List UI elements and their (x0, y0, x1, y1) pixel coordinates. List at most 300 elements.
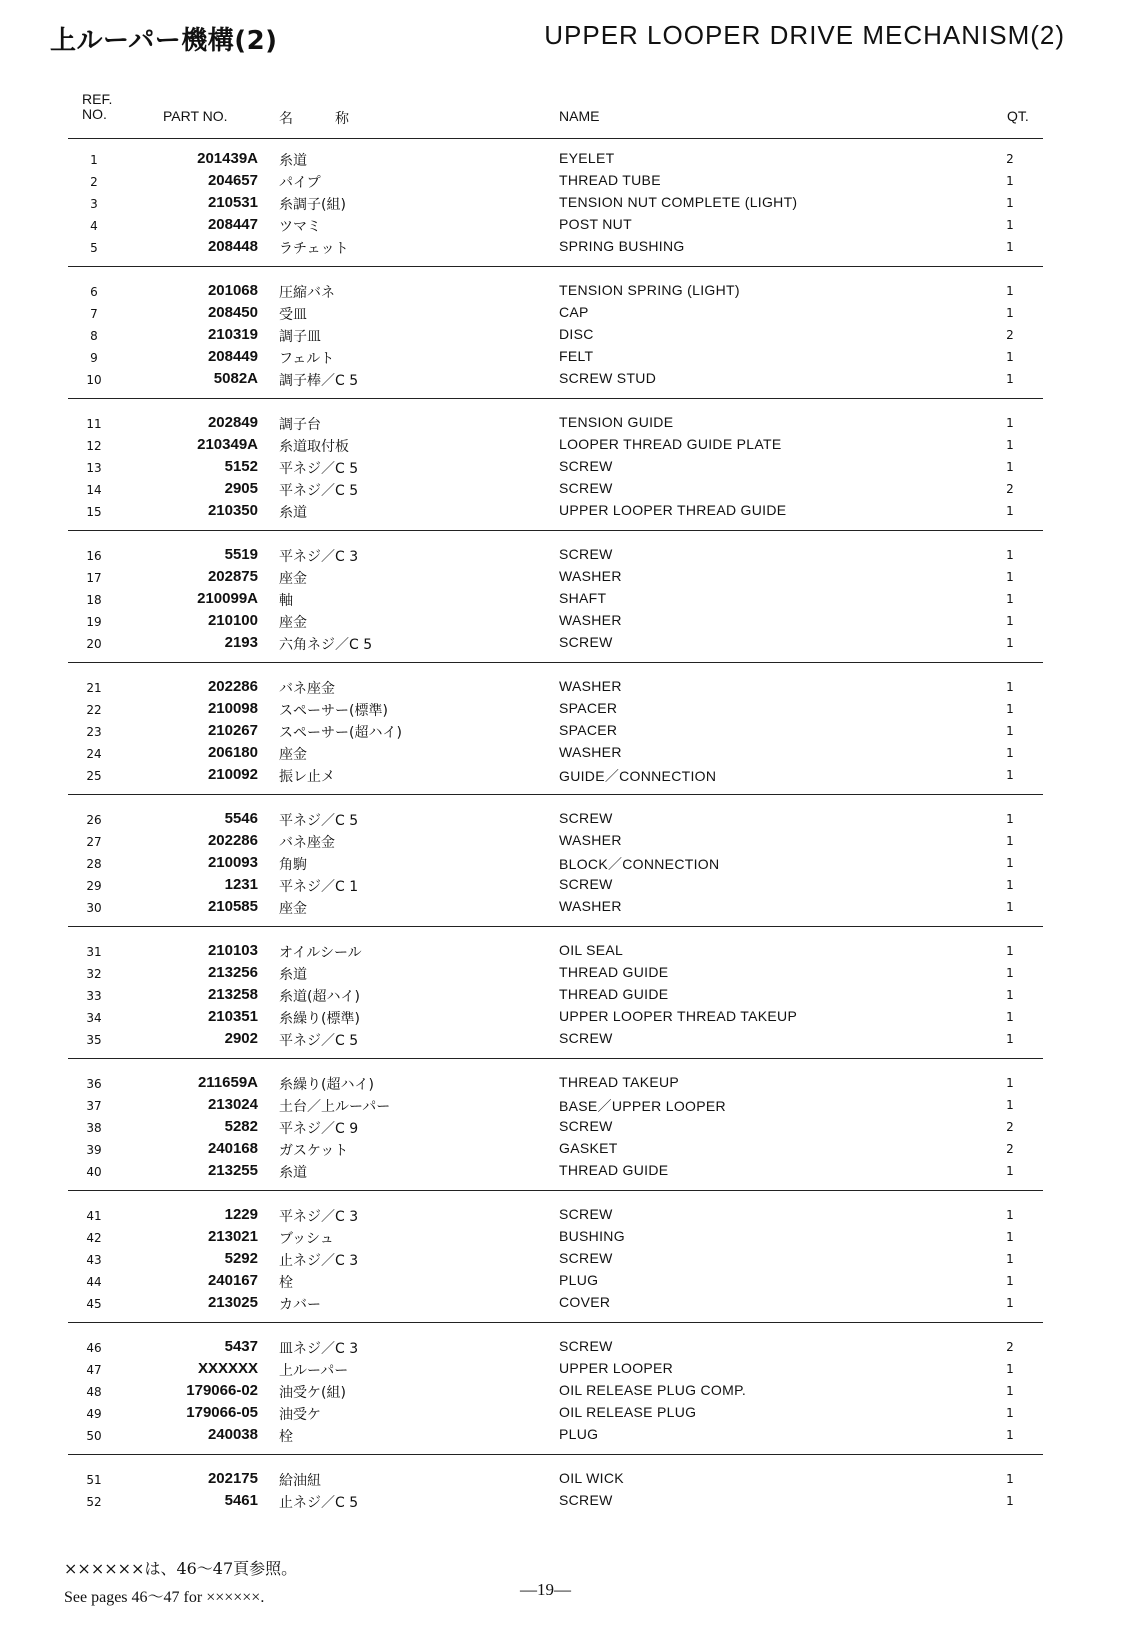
part-number: 213024 (207, 1096, 258, 1113)
table-row (0, 304, 1133, 326)
japanese-name: 座金 (279, 571, 307, 587)
part-number: 179066-05 (186, 1404, 258, 1421)
quantity: 1 (1006, 966, 1014, 980)
header-japanese-name: 名 称 (279, 110, 349, 126)
part-name: OIL RELEASE PLUG COMP. (559, 1382, 747, 1398)
part-number: 202286 (207, 832, 258, 849)
part-name: OIL WICK (559, 1470, 624, 1486)
table-row (0, 854, 1133, 876)
part-number: 202875 (207, 568, 258, 585)
table-row (0, 1492, 1133, 1514)
quantity: 1 (1006, 1296, 1014, 1310)
japanese-name: ガスケット (279, 1143, 349, 1159)
ref-number: 18 (86, 593, 102, 607)
part-name: SHAFT (559, 590, 607, 606)
table-row (0, 150, 1133, 172)
part-number: 201068 (207, 282, 258, 299)
quantity: 1 (1006, 372, 1014, 386)
header-name: NAME (559, 108, 600, 124)
ref-number: 8 (90, 329, 98, 343)
part-number: 208449 (207, 348, 258, 365)
japanese-name: ブッシュ (279, 1231, 334, 1247)
quantity: 1 (1006, 680, 1014, 694)
part-number: 211659A (197, 1074, 258, 1091)
group-divider (68, 926, 1043, 927)
japanese-name: 平ネジ／C 3 (279, 549, 359, 565)
group-divider (68, 1190, 1043, 1191)
ref-number: 45 (86, 1297, 102, 1311)
quantity: 2 (1006, 1120, 1014, 1134)
ref-number: 20 (86, 637, 102, 651)
part-number: 210092 (207, 766, 258, 783)
ref-number: 40 (86, 1165, 102, 1179)
ref-number: 16 (86, 549, 102, 563)
table-row (0, 546, 1133, 568)
quantity: 1 (1006, 636, 1014, 650)
quantity: 2 (1006, 328, 1014, 342)
part-number: XXXXXX (197, 1360, 258, 1377)
header-rule (68, 138, 1043, 139)
part-number: 202849 (207, 414, 258, 431)
part-name: LOOPER THREAD GUIDE PLATE (559, 436, 782, 452)
part-name: WASHER (559, 568, 622, 584)
part-name: TENSION SPRING (LIGHT) (559, 282, 740, 298)
part-name: WASHER (559, 612, 622, 628)
part-name: DISC (559, 326, 594, 342)
table-row (0, 876, 1133, 898)
ref-number: 35 (86, 1033, 102, 1047)
ref-number: 5 (90, 241, 98, 255)
table-row (0, 1118, 1133, 1140)
page-title-english: UPPER LOOPER DRIVE MECHANISM(2) (544, 20, 1065, 50)
japanese-name: 糸調子(組) (279, 197, 346, 213)
ref-number: 32 (86, 967, 102, 981)
japanese-name: 止ネジ／C 3 (279, 1253, 359, 1269)
part-number: 5282 (224, 1118, 258, 1135)
quantity: 1 (1006, 702, 1014, 716)
table-row (0, 1426, 1133, 1448)
quantity: 2 (1006, 152, 1014, 166)
table-row (0, 766, 1133, 788)
ref-number: 37 (86, 1099, 102, 1113)
note-japanese: ××××××は、46〜47頁参照。 (64, 1559, 298, 1578)
japanese-name: ツマミ (279, 219, 321, 235)
table-row (0, 1206, 1133, 1228)
ref-number: 15 (86, 505, 102, 519)
quantity: 1 (1006, 1010, 1014, 1024)
japanese-name: 糸繰り(標準) (279, 1011, 360, 1027)
part-name: SPACER (559, 722, 618, 738)
table-row (0, 326, 1133, 348)
table-row (0, 1030, 1133, 1052)
table-row (0, 832, 1133, 854)
japanese-name: 六角ネジ／C 5 (279, 637, 373, 653)
table-row (0, 194, 1133, 216)
japanese-name: 糸道 (279, 505, 307, 521)
part-name: SCREW (559, 458, 613, 474)
part-name: SCREW (559, 480, 613, 496)
ref-number: 27 (86, 835, 102, 849)
part-number: 5437 (224, 1338, 258, 1355)
part-number: 213255 (207, 1162, 258, 1179)
japanese-name: 上ルーパー (279, 1363, 349, 1379)
japanese-name: 圧縮バネ (279, 285, 335, 301)
quantity: 1 (1006, 1494, 1014, 1508)
part-name: CAP (559, 304, 589, 320)
header-ref-no (82, 92, 112, 122)
table-row (0, 898, 1133, 920)
japanese-name: オイルシール (279, 945, 362, 961)
part-number: 210351 (207, 1008, 258, 1025)
part-number: 210103 (207, 942, 258, 959)
japanese-name: 受皿 (279, 307, 307, 323)
part-name: SPRING BUSHING (559, 238, 685, 254)
part-name: UPPER LOOPER (559, 1360, 674, 1376)
part-name: SCREW (559, 1030, 613, 1046)
part-number: 240168 (207, 1140, 258, 1157)
japanese-name: 調子台 (279, 417, 321, 433)
table-row (0, 1294, 1133, 1316)
part-name: SCREW (559, 1338, 613, 1354)
japanese-name: カバー (279, 1297, 321, 1313)
quantity: 1 (1006, 284, 1014, 298)
quantity: 1 (1006, 746, 1014, 760)
group-divider (68, 398, 1043, 399)
ref-number: 25 (86, 769, 102, 783)
quantity: 1 (1006, 438, 1014, 452)
japanese-name: スペーサー(超ハイ) (279, 725, 402, 741)
japanese-name: 糸道 (279, 153, 307, 169)
part-number: 213258 (207, 986, 258, 1003)
ref-number: 42 (86, 1231, 102, 1245)
table-row (0, 1470, 1133, 1492)
table-row (0, 282, 1133, 304)
part-name: THREAD TAKEUP (559, 1074, 680, 1090)
part-name: BLOCK／CONNECTION (559, 856, 720, 872)
table-row (0, 1338, 1133, 1360)
japanese-name: バネ座金 (279, 835, 335, 851)
part-number: 5152 (224, 458, 258, 475)
part-number: 210319 (207, 326, 258, 343)
part-number: 204657 (207, 172, 258, 189)
group-divider (68, 794, 1043, 795)
part-number: 210531 (207, 194, 258, 211)
part-name: BUSHING (559, 1228, 625, 1244)
part-name: TENSION GUIDE (559, 414, 674, 430)
header-part-no: PART NO. (163, 108, 228, 124)
japanese-name: 土台／上ルーパー (279, 1099, 391, 1115)
japanese-name: 振レ止メ (279, 769, 335, 785)
part-number: 210100 (207, 612, 258, 629)
table-row (0, 590, 1133, 612)
ref-number: 31 (86, 945, 102, 959)
part-name: WASHER (559, 678, 622, 694)
part-number: 201439A (197, 150, 258, 167)
part-number: 5082A (213, 370, 258, 387)
part-name: SPACER (559, 700, 618, 716)
ref-number: 44 (86, 1275, 102, 1289)
table-row (0, 1382, 1133, 1404)
table-row (0, 678, 1133, 700)
note-english: See pages 46〜47 for ××××××. (64, 1589, 265, 1606)
ref-number: 43 (86, 1253, 102, 1267)
quantity: 1 (1006, 614, 1014, 628)
table-row (0, 810, 1133, 832)
japanese-name: バネ座金 (279, 681, 335, 697)
part-name: POST NUT (559, 216, 632, 232)
quantity: 1 (1006, 592, 1014, 606)
japanese-name: 糸道 (279, 1165, 307, 1181)
japanese-name: 角駒 (279, 857, 307, 873)
group-divider (68, 1322, 1043, 1323)
part-name: PLUG (559, 1426, 599, 1442)
japanese-name: 平ネジ／C 5 (279, 483, 359, 499)
part-number: 210350 (207, 502, 258, 519)
ref-number: 39 (86, 1143, 102, 1157)
ref-number: 33 (86, 989, 102, 1003)
ref-number: 1 (90, 153, 98, 167)
part-name: SCREW STUD (559, 370, 657, 386)
quantity: 1 (1006, 1274, 1014, 1288)
japanese-name: 栓 (279, 1429, 293, 1445)
quantity: 1 (1006, 570, 1014, 584)
table-row (0, 1404, 1133, 1426)
japanese-name: パイプ (279, 175, 321, 191)
part-name: COVER (559, 1294, 611, 1310)
ref-number: 24 (86, 747, 102, 761)
part-name: GUIDE／CONNECTION (559, 768, 717, 784)
part-name: WASHER (559, 832, 622, 848)
japanese-name: 栓 (279, 1275, 293, 1291)
group-divider (68, 662, 1043, 663)
quantity: 1 (1006, 768, 1014, 782)
part-name: SCREW (559, 1206, 613, 1222)
japanese-name: 座金 (279, 747, 307, 763)
quantity: 1 (1006, 812, 1014, 826)
part-name: SCREW (559, 546, 613, 562)
ref-number: 30 (86, 901, 102, 915)
ref-number: 50 (86, 1429, 102, 1443)
quantity: 1 (1006, 1230, 1014, 1244)
part-number: 210349A (197, 436, 258, 453)
quantity: 1 (1006, 240, 1014, 254)
part-number: 240167 (207, 1272, 258, 1289)
part-name: THREAD GUIDE (559, 986, 669, 1002)
part-number: 206180 (207, 744, 258, 761)
part-number: 202286 (207, 678, 258, 695)
part-name: THREAD GUIDE (559, 1162, 669, 1178)
japanese-name: 平ネジ／C 5 (279, 813, 359, 829)
quantity: 1 (1006, 1032, 1014, 1046)
part-number: 210098 (207, 700, 258, 717)
ref-number: 52 (86, 1495, 102, 1509)
group-divider (68, 266, 1043, 267)
quantity: 1 (1006, 1472, 1014, 1486)
table-row (0, 436, 1133, 458)
quantity: 1 (1006, 944, 1014, 958)
part-number: 208450 (207, 304, 258, 321)
ref-number: 21 (86, 681, 102, 695)
quantity: 1 (1006, 174, 1014, 188)
part-name: TENSION NUT COMPLETE (LIGHT) (559, 194, 798, 210)
japanese-name: ラチェット (279, 241, 349, 257)
table-row (0, 942, 1133, 964)
quantity: 1 (1006, 878, 1014, 892)
ref-number: 38 (86, 1121, 102, 1135)
part-number: 240038 (207, 1426, 258, 1443)
japanese-name: 平ネジ／C 5 (279, 461, 359, 477)
quantity: 1 (1006, 416, 1014, 430)
ref-number: 6 (90, 285, 98, 299)
part-number: 208448 (207, 238, 258, 255)
table-row (0, 480, 1133, 502)
quantity: 1 (1006, 900, 1014, 914)
table-row (0, 634, 1133, 656)
table-row (0, 502, 1133, 524)
ref-number: 19 (86, 615, 102, 629)
ref-number: 48 (86, 1385, 102, 1399)
table-row (0, 172, 1133, 194)
part-number: 5546 (224, 810, 258, 827)
table-row (0, 986, 1133, 1008)
page-title-japanese: 上ルーパー機構(2) (50, 26, 278, 56)
ref-number: 12 (86, 439, 102, 453)
quantity: 1 (1006, 504, 1014, 518)
part-number: 213025 (207, 1294, 258, 1311)
header-quantity: QT. (1007, 108, 1029, 124)
ref-number: 7 (90, 307, 98, 321)
ref-number: 29 (86, 879, 102, 893)
ref-number: 49 (86, 1407, 102, 1421)
quantity: 1 (1006, 1076, 1014, 1090)
japanese-name: 糸道 (279, 967, 307, 983)
part-number: 208447 (207, 216, 258, 233)
part-number: 1229 (224, 1206, 258, 1223)
part-name: UPPER LOOPER THREAD TAKEUP (559, 1008, 798, 1024)
japanese-name: 平ネジ／C 3 (279, 1209, 359, 1225)
table-row (0, 1140, 1133, 1162)
table-row (0, 1096, 1133, 1118)
table-row (0, 370, 1133, 392)
quantity: 1 (1006, 1428, 1014, 1442)
part-name: THREAD GUIDE (559, 964, 669, 980)
table-row (0, 1272, 1133, 1294)
ref-number: 41 (86, 1209, 102, 1223)
table-row (0, 1074, 1133, 1096)
part-name: THREAD TUBE (559, 172, 661, 188)
part-number: 210099A (197, 590, 258, 607)
quantity: 1 (1006, 856, 1014, 870)
table-row (0, 568, 1133, 590)
quantity: 1 (1006, 1362, 1014, 1376)
table-row (0, 458, 1133, 480)
japanese-name: 平ネジ／C 5 (279, 1033, 359, 1049)
part-number: 213021 (207, 1228, 258, 1245)
part-number: 2902 (224, 1030, 258, 1047)
part-name: UPPER LOOPER THREAD GUIDE (559, 502, 787, 518)
japanese-name: スペーサー(標準) (279, 703, 388, 719)
quantity: 1 (1006, 1252, 1014, 1266)
part-name: SCREW (559, 1492, 613, 1508)
part-number: 5461 (224, 1492, 258, 1509)
japanese-name: 調子皿 (279, 329, 321, 345)
table-row (0, 700, 1133, 722)
japanese-name: 給油紐 (279, 1473, 321, 1489)
japanese-name: 油受ケ(組) (279, 1385, 346, 1401)
ref-number: 28 (86, 857, 102, 871)
part-number: 5292 (224, 1250, 258, 1267)
japanese-name: 止ネジ／C 5 (279, 1495, 359, 1511)
part-number: 210585 (207, 898, 258, 915)
part-number: 202175 (207, 1470, 258, 1487)
table-row (0, 1228, 1133, 1250)
ref-number: 9 (90, 351, 98, 365)
header-ref-line2: NO. (82, 106, 107, 122)
table-row (0, 744, 1133, 766)
japanese-name: 糸道取付板 (279, 439, 349, 455)
part-name: SCREW (559, 634, 613, 650)
ref-number: 47 (86, 1363, 102, 1377)
group-divider (68, 530, 1043, 531)
group-divider (68, 1454, 1043, 1455)
quantity: 1 (1006, 1406, 1014, 1420)
ref-number: 14 (86, 483, 102, 497)
quantity: 1 (1006, 1098, 1014, 1112)
part-name: SCREW (559, 1118, 613, 1134)
table-row (0, 1360, 1133, 1382)
ref-number: 26 (86, 813, 102, 827)
japanese-name: 座金 (279, 901, 307, 917)
part-name: PLUG (559, 1272, 599, 1288)
part-name: SCREW (559, 810, 613, 826)
part-name: WASHER (559, 898, 622, 914)
part-number: 213256 (207, 964, 258, 981)
quantity: 2 (1006, 1142, 1014, 1156)
table-row (0, 1162, 1133, 1184)
part-number: 5519 (224, 546, 258, 563)
ref-number: 4 (90, 219, 98, 233)
japanese-name: フェルト (279, 351, 335, 367)
ref-number: 3 (90, 197, 98, 211)
table-row (0, 348, 1133, 370)
ref-number: 17 (86, 571, 102, 585)
group-divider (68, 1058, 1043, 1059)
japanese-name: 座金 (279, 615, 307, 631)
quantity: 1 (1006, 350, 1014, 364)
ref-number: 11 (86, 417, 102, 431)
japanese-name: 油受ケ (279, 1407, 321, 1423)
ref-number: 2 (90, 175, 98, 189)
ref-number: 34 (86, 1011, 102, 1025)
part-name: EYELET (559, 150, 615, 166)
part-name: GASKET (559, 1140, 618, 1156)
table-row (0, 238, 1133, 260)
quantity: 1 (1006, 834, 1014, 848)
japanese-name: 軸 (279, 593, 293, 609)
quantity: 1 (1006, 460, 1014, 474)
ref-number: 10 (86, 373, 102, 387)
part-number: 179066-02 (186, 1382, 258, 1399)
table-row (0, 216, 1133, 238)
part-number: 1231 (224, 876, 258, 893)
part-number: 210093 (207, 854, 258, 871)
quantity: 1 (1006, 218, 1014, 232)
japanese-name: 平ネジ／C 1 (279, 879, 359, 895)
part-name: SCREW (559, 876, 613, 892)
quantity: 1 (1006, 988, 1014, 1002)
table-row (0, 964, 1133, 986)
part-number: 2193 (224, 634, 258, 651)
